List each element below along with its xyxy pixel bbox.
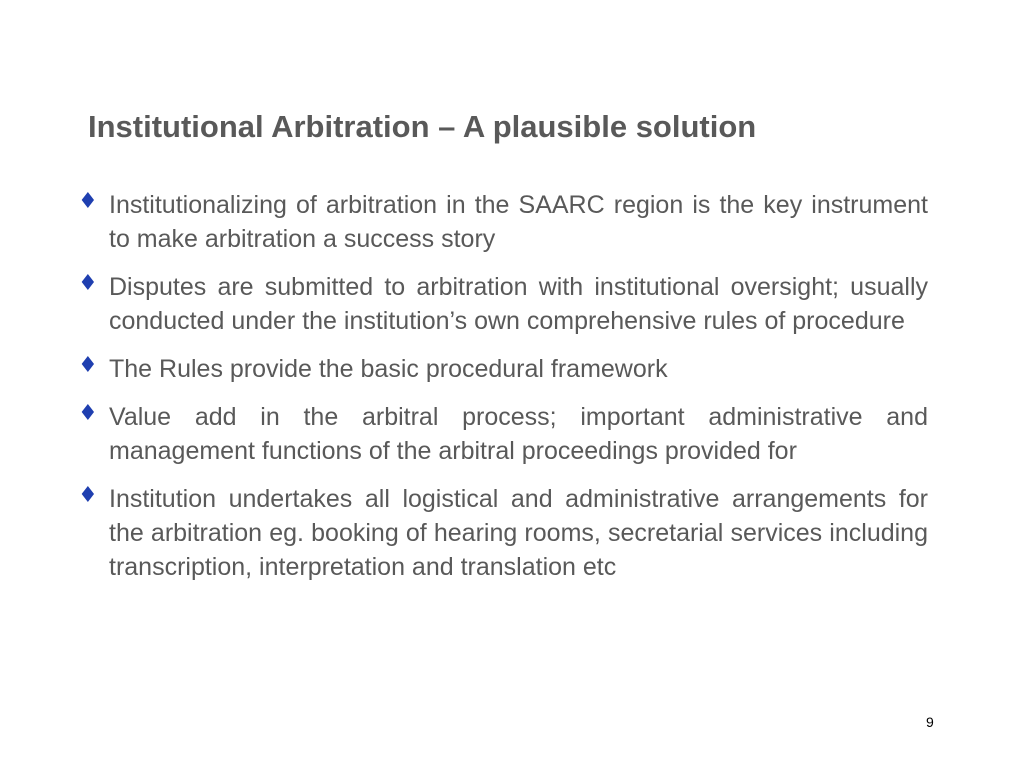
bullet-text: Value add in the arbitral process; important administrative and management functions of the arbitral proceedings provided for (109, 403, 928, 465)
bullet-item (78, 188, 928, 256)
diamond-bullet-icon: ♦ (78, 401, 98, 426)
slide-title: Institutional Arbitration – A plausible solution (88, 109, 757, 144)
bullet-item (78, 352, 928, 386)
bullet-list (78, 188, 928, 598)
bullet-item (78, 400, 928, 468)
bullet-text: Institutionalizing of arbitration in the SAARC region is the key instrument to make arbitration a success story (109, 191, 928, 253)
bullet-item (78, 270, 928, 338)
bullet-text: Disputes are submitted to arbitration with institutional oversight; usually conducted under the institution’s own comprehensive rules of procedure (109, 273, 928, 335)
diamond-bullet-icon: ♦ (78, 353, 98, 378)
diamond-bullet-icon: ♦ (78, 271, 98, 296)
diamond-bullet-icon: ♦ (78, 189, 98, 214)
bullet-text: Institution undertakes all logistical and administrative arrangements for the arbitration eg. booking of hearing rooms, secretarial services including transcription, interpretation and translation etc (109, 485, 928, 581)
bullet-item (78, 482, 928, 584)
diamond-bullet-icon: ♦ (78, 483, 98, 508)
bullet-text: The Rules provide the basic procedural framework (109, 355, 668, 383)
page-number: 9 (926, 714, 934, 730)
